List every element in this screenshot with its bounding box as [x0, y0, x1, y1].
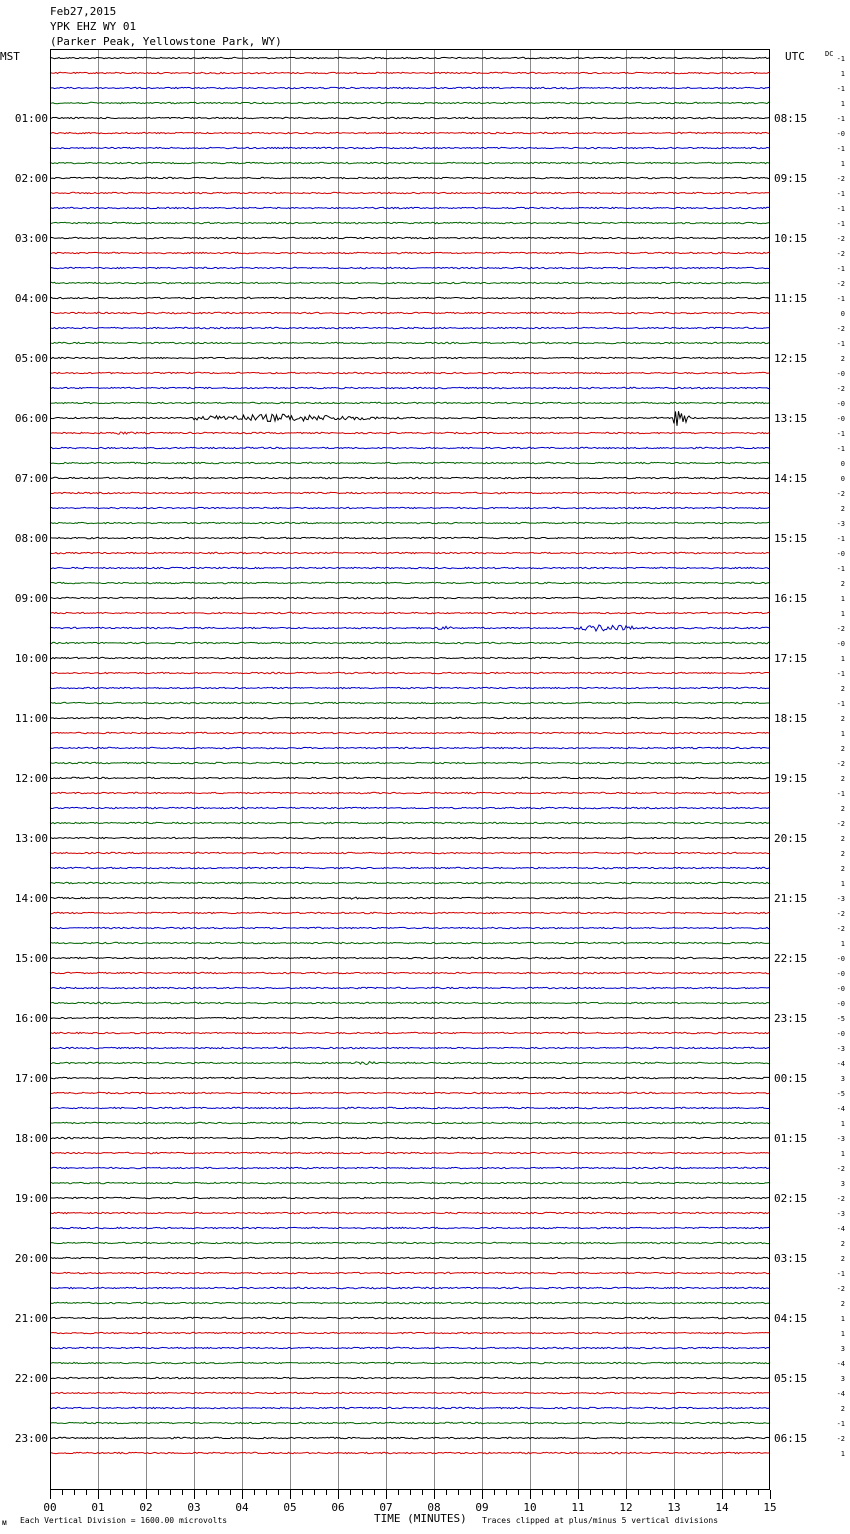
dc-offset: -2: [836, 1285, 845, 1293]
dc-offset: -1: [836, 340, 845, 348]
left-hour-label: 19:00: [14, 1192, 48, 1205]
x-tick-label: 06: [331, 1501, 345, 1514]
dc-offset: 2: [840, 715, 845, 723]
seismic-trace: [50, 597, 770, 598]
seismic-trace: [50, 1407, 770, 1408]
right-hour-label: 14:15: [774, 472, 808, 485]
seismic-trace: [50, 1047, 770, 1048]
right-hour-label: 21:15: [774, 892, 808, 905]
x-axis-ticks: [51, 1490, 771, 1499]
seismic-trace: [50, 507, 770, 508]
dc-offset: 2: [840, 1240, 845, 1248]
left-hour-label: 12:00: [14, 772, 48, 785]
seismic-trace: [50, 777, 770, 778]
dc-offset: -2: [836, 625, 845, 633]
right-hour-label: 22:15: [774, 952, 808, 965]
seismic-trace: [50, 1362, 770, 1363]
dc-offset: 3: [840, 1375, 845, 1383]
seismic-trace: [50, 522, 770, 523]
seismic-trace: [50, 672, 770, 673]
dc-offset: -2: [836, 1435, 845, 1443]
seismic-trace: [50, 1032, 770, 1033]
left-hour-label: 14:00: [14, 892, 48, 905]
dc-offset: -1: [836, 145, 845, 153]
dc-offset: -0: [836, 370, 845, 378]
dc-offset: -1: [836, 220, 845, 228]
dc-offset: -1: [836, 430, 845, 438]
dc-offset: -1: [836, 55, 845, 63]
left-hour-label: 18:00: [14, 1132, 48, 1145]
x-tick-label: 08: [427, 1501, 441, 1514]
dc-offset: 1: [840, 595, 845, 603]
right-hour-label: 11:15: [774, 292, 808, 305]
seismic-trace: [50, 852, 770, 853]
seismic-trace: [50, 582, 770, 583]
dc-offset: -0: [836, 955, 845, 963]
date-label: Feb27,2015: [50, 5, 117, 18]
seismic-trace: [50, 687, 770, 688]
seismic-trace: [50, 207, 770, 208]
dc-offset: -1: [836, 295, 845, 303]
left-hour-label: 06:00: [14, 412, 48, 425]
seismic-trace: [50, 327, 770, 328]
seismic-trace: [50, 867, 770, 868]
dc-offset: -1: [836, 445, 845, 453]
seismic-trace: [50, 57, 770, 58]
dc-offset: 3: [840, 1345, 845, 1353]
plot-frame: [51, 50, 770, 1490]
right-hour-label: 19:15: [774, 772, 808, 785]
dc-offset: -3: [836, 1045, 845, 1053]
x-tick-label: 10: [523, 1501, 537, 1514]
seismic-trace: [50, 1242, 770, 1243]
seismic-trace: [50, 477, 770, 478]
dc-offset: -3: [836, 1210, 845, 1218]
dc-offset: -0: [836, 415, 845, 423]
dc-offset: 2: [840, 835, 845, 843]
left-hour-label: 23:00: [14, 1432, 48, 1445]
dc-offset: -0: [836, 970, 845, 978]
dc-offset: 2: [840, 355, 845, 363]
right-hour-label: 00:15: [774, 1072, 808, 1085]
x-tick-label: 14: [715, 1501, 729, 1514]
dc-offset: 3: [840, 1075, 845, 1083]
right-hour-label: 09:15: [774, 172, 808, 185]
dc-offset: 1: [840, 1120, 845, 1128]
dc-offset: -2: [836, 910, 845, 918]
dc-offset: -1: [836, 115, 845, 123]
left-hour-label: 15:00: [14, 952, 48, 965]
x-tick-label: 03: [187, 1501, 201, 1514]
seismic-trace: [50, 117, 770, 118]
right-hour-label: 23:15: [774, 1012, 808, 1025]
dc-offset: -1: [836, 85, 845, 93]
dc-offset: 1: [840, 70, 845, 78]
dc-offset: -2: [836, 325, 845, 333]
right-hour-label: 17:15: [774, 652, 808, 665]
seismic-trace: [50, 432, 770, 434]
right-hour-label: 01:15: [774, 1132, 808, 1145]
seismic-trace: [50, 987, 770, 988]
seismic-trace: [50, 942, 770, 943]
seismic-trace: [50, 87, 770, 88]
seismic-trace: [50, 162, 770, 163]
seismic-trace: [50, 1182, 770, 1183]
seismic-trace: [50, 387, 770, 388]
seismic-trace: [50, 1122, 770, 1123]
dc-offset: -2: [836, 280, 845, 288]
dc-offset: -0: [836, 1030, 845, 1038]
seismic-trace: [50, 537, 770, 538]
left-hour-label: 21:00: [14, 1312, 48, 1325]
seismic-trace: [50, 882, 770, 883]
seismic-trace: [50, 462, 770, 463]
seismic-trace: [50, 1302, 770, 1303]
left-hour-label: 03:00: [14, 232, 48, 245]
seismic-trace: [50, 625, 770, 631]
axis-labels: [15, 55, 845, 1514]
dc-offset: -2: [836, 820, 845, 828]
seismic-trace: [50, 312, 770, 313]
seismic-trace: [50, 447, 770, 448]
dc-offset: 2: [840, 865, 845, 873]
dc-offset: -2: [836, 175, 845, 183]
left-hour-label: 11:00: [14, 712, 48, 725]
left-hour-label: 08:00: [14, 532, 48, 545]
seismic-trace: [50, 807, 770, 808]
seismic-trace: [50, 72, 770, 73]
dc-offset: 1: [840, 1450, 845, 1458]
seismic-trace: [50, 1137, 770, 1138]
seismic-trace: [50, 1332, 770, 1333]
dc-offset: 2: [840, 505, 845, 513]
x-tick-label: 00: [43, 1501, 57, 1514]
dc-offset: -0: [836, 400, 845, 408]
left-hour-label: 04:00: [14, 292, 48, 305]
dc-offset: 1: [840, 730, 845, 738]
dc-offset: 1: [840, 940, 845, 948]
seismic-trace: [50, 177, 770, 178]
seismic-trace: [50, 732, 770, 733]
seismic-trace: [50, 1107, 770, 1108]
dc-offset: -0: [836, 640, 845, 648]
left-hour-label: 10:00: [14, 652, 48, 665]
seismic-trace: [50, 957, 770, 959]
seismic-trace: [50, 1002, 770, 1003]
dc-offset: -2: [836, 490, 845, 498]
seismic-trace: [50, 237, 770, 238]
seismic-trace: [50, 972, 770, 973]
dc-offset: -0: [836, 985, 845, 993]
dc-offset: -1: [836, 700, 845, 708]
dc-offset: 2: [840, 1300, 845, 1308]
seismic-trace: [50, 222, 770, 223]
x-tick-label: 07: [379, 1501, 393, 1514]
dc-offset: -3: [836, 1135, 845, 1143]
right-hour-label: 04:15: [774, 1312, 808, 1325]
x-tick-label: 04: [235, 1501, 249, 1514]
station-label: YPK EHZ WY 01: [50, 20, 137, 33]
dc-offset: -3: [836, 895, 845, 903]
seismic-trace: [50, 267, 770, 268]
seismic-trace: [50, 552, 770, 553]
dc-offset: -0: [836, 550, 845, 558]
right-hour-label: 12:15: [774, 352, 808, 365]
dc-offset: -2: [836, 925, 845, 933]
seismic-trace: [50, 411, 770, 426]
dc-offset: -4: [836, 1390, 845, 1398]
dc-offset: -5: [836, 1090, 845, 1098]
left-hour-label: 20:00: [14, 1252, 48, 1265]
seismic-trace: [50, 1197, 770, 1198]
seismic-trace: [50, 402, 770, 403]
dc-offset: 2: [840, 1405, 845, 1413]
seismic-trace: [50, 657, 770, 658]
seismic-trace: [50, 1092, 770, 1093]
right-hour-label: 05:15: [774, 1372, 808, 1385]
left-hour-label: 22:00: [14, 1372, 48, 1385]
right-hour-label: 18:15: [774, 712, 808, 725]
seismic-trace: [50, 1167, 770, 1168]
dc-offset: -1: [836, 1270, 845, 1278]
dc-offset: -4: [836, 1225, 845, 1233]
dc-offset: -2: [836, 1195, 845, 1203]
seismic-trace: [50, 1392, 770, 1393]
dc-offset: 1: [840, 1315, 845, 1323]
dc-offset: -1: [836, 790, 845, 798]
left-hour-label: 07:00: [14, 472, 48, 485]
clip-note: Traces clipped at plus/minus 5 vertical divisions: [482, 1516, 719, 1525]
right-hour-label: 02:15: [774, 1192, 808, 1205]
left-hour-label: 02:00: [14, 172, 48, 185]
left-hour-label: 16:00: [14, 1012, 48, 1025]
seismic-trace: [50, 1227, 770, 1228]
x-tick-label: 11: [571, 1501, 585, 1514]
dc-offset: -1: [836, 670, 845, 678]
seismic-trace: [50, 1272, 770, 1273]
dc-offset: 1: [840, 1150, 845, 1158]
left-hour-label: 13:00: [14, 832, 48, 845]
dc-offset: -3: [836, 520, 845, 528]
x-tick-label: 01: [91, 1501, 105, 1514]
seismic-trace: [50, 297, 770, 298]
dc-offset: -4: [836, 1360, 845, 1368]
seismic-trace: [50, 1452, 770, 1453]
right-hour-label: 10:15: [774, 232, 808, 245]
seismic-trace: [50, 822, 770, 823]
x-axis-title: TIME (MINUTES): [374, 1512, 467, 1525]
seismic-trace: [50, 192, 770, 193]
seismic-trace: [50, 762, 770, 763]
right-hour-label: 20:15: [774, 832, 808, 845]
dc-offset: 2: [840, 805, 845, 813]
dc-offset: -2: [836, 385, 845, 393]
seismic-trace: [50, 612, 770, 613]
seismic-trace: [50, 1017, 770, 1018]
dc-offset: 2: [840, 775, 845, 783]
dc-offset: -0: [836, 130, 845, 138]
dc-offset: 1: [840, 160, 845, 168]
x-tick-label: 05: [283, 1501, 297, 1514]
dc-offset: -2: [836, 235, 845, 243]
right-hour-label: 08:15: [774, 112, 808, 125]
trace-group: [50, 57, 770, 1453]
dc-offset: 1: [840, 655, 845, 663]
seismic-trace: [50, 132, 770, 133]
dc-offset: 0: [840, 310, 845, 318]
seismic-trace: [50, 372, 770, 373]
seismic-trace: [50, 927, 770, 928]
seismic-trace: [50, 357, 770, 358]
x-tick-label: 13: [667, 1501, 681, 1514]
dc-offset: 0: [840, 475, 845, 483]
dc-offset: -2: [836, 760, 845, 768]
seismic-trace: [50, 282, 770, 283]
left-hour-label: 01:00: [14, 112, 48, 125]
seismic-trace: [50, 1287, 770, 1288]
dc-offset: 2: [840, 850, 845, 858]
seismic-trace: [50, 642, 770, 643]
dc-offset: -1: [836, 535, 845, 543]
seismic-trace: [50, 702, 770, 703]
dc-offset: -1: [836, 205, 845, 213]
right-hour-label: 16:15: [774, 592, 808, 605]
dc-offset: 1: [840, 1330, 845, 1338]
x-tick-label: 09: [475, 1501, 489, 1514]
seismic-trace: [50, 1212, 770, 1213]
dc-offset: -2: [836, 250, 845, 258]
dc-offset: -2: [836, 1165, 845, 1173]
seismic-trace: [50, 1422, 770, 1423]
seismic-trace: [50, 1062, 770, 1065]
seismic-trace: [50, 792, 770, 793]
seismic-trace: [50, 342, 770, 343]
seismic-trace: [50, 717, 770, 718]
left-hour-label: 17:00: [14, 1072, 48, 1085]
x-tick-label: 15: [763, 1501, 777, 1514]
corner-mark: ᴍ: [2, 1518, 7, 1527]
dc-offset: -4: [836, 1060, 845, 1068]
right-hour-label: 13:15: [774, 412, 808, 425]
dc-offset: -5: [836, 1015, 845, 1023]
left-hour-label: 05:00: [14, 352, 48, 365]
utc-label: UTC: [785, 50, 805, 63]
dc-offset: -1: [836, 1420, 845, 1428]
dc-offset: 1: [840, 610, 845, 618]
seismic-trace: [50, 897, 770, 899]
x-tick-label: 12: [619, 1501, 633, 1514]
dc-offset: 2: [840, 685, 845, 693]
seismic-trace: [50, 492, 770, 493]
dc-offset: -4: [836, 1105, 845, 1113]
mst-label: MST: [0, 50, 20, 63]
seismic-trace: [50, 1347, 770, 1348]
seismic-trace: [50, 1317, 770, 1318]
scale-note: Each Vertical Division = 1600.00 microvolts: [20, 1516, 228, 1525]
seismic-trace: [50, 912, 770, 913]
seismic-trace: [50, 252, 770, 253]
seismic-trace: [50, 1377, 770, 1378]
seismic-trace: [50, 567, 770, 568]
seismic-trace: [50, 102, 770, 103]
dc-offset: 1: [840, 880, 845, 888]
seismic-trace: [50, 147, 770, 148]
dc-offset: -1: [836, 190, 845, 198]
dc-offset: -1: [836, 265, 845, 273]
dc-offset: 0: [840, 460, 845, 468]
dc-offset: 2: [840, 580, 845, 588]
x-tick-label: 02: [139, 1501, 153, 1514]
seismic-trace: [50, 1077, 770, 1078]
location-label: (Parker Peak, Yellowstone Park, WY): [50, 35, 282, 48]
dc-label: DC: [825, 50, 834, 58]
dc-offset: 3: [840, 1180, 845, 1188]
seismic-trace: [50, 837, 770, 838]
seismic-trace: [50, 1257, 770, 1258]
left-hour-label: 09:00: [14, 592, 48, 605]
dc-offset: 2: [840, 745, 845, 753]
right-hour-label: 06:15: [774, 1432, 808, 1445]
seismic-trace: [50, 1437, 770, 1438]
seismic-trace: [50, 1152, 770, 1153]
dc-offset: -1: [836, 565, 845, 573]
dc-offset: 2: [840, 1255, 845, 1263]
right-hour-label: 15:15: [774, 532, 808, 545]
dc-offset: -0: [836, 1000, 845, 1008]
seismic-trace: [50, 747, 770, 748]
dc-offset: 1: [840, 100, 845, 108]
right-hour-label: 03:15: [774, 1252, 808, 1265]
